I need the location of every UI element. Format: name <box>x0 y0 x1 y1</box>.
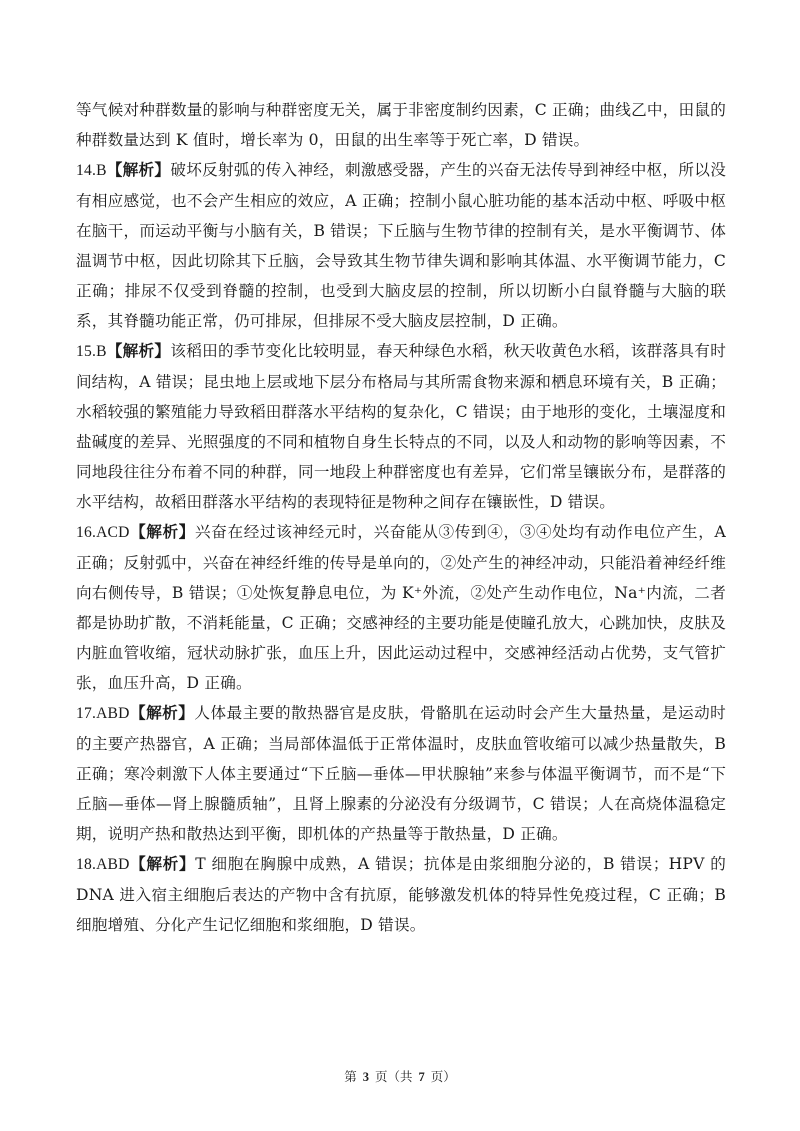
answer-q14 <box>76 155 726 336</box>
footer-prefix: 第 <box>344 1069 357 1084</box>
paragraph-text: 人体最主要的散热器官是皮肤，骨骼肌在运动时会产生大量热量，是运动时的主要产热器官，A 正确；当局部体温低于正常体温时，皮肤血管收缩可以减少热量散失，B 正确；寒冷刺激下人体主要通过“下丘脑—垂体—甲状腺轴”来参与体温平衡调节，而不是“下丘脑—垂体—肾上腺髓质轴”，且肾上腺素的分泌没有分级调节，C 错误；人在高烧体温稳定期，说明产热和散热达到平衡，即机体的产热量等于散热量，D 正确。 <box>76 704 726 843</box>
paragraph-text: 等气候对种群数量的影响与种群密度无关，属于非密度制约因素，C 正确；曲线乙中，田鼠的种群数量达到 K 值时，增长率为 0，田鼠的出生率等于死亡率，D 错误。 <box>76 101 726 149</box>
paragraph-text: 破坏反射弧的传入神经，刺激感受器，产生的兴奋无法传导到神经中枢，所以没有相应感觉，也不会产生相应的效应，A 正确；控制小鼠心脏功能的基本活动中枢、呼吸中枢在脑干，而运动平衡与小脑有关，B 错误；下丘脑与生物节律的控制有关，是水平衡调节、体温调节中枢，因此切除其下丘脑，会导致其生物节律失调和影响其体温、水平衡调节能力，C 正确；排尿不仅受到脊髓的控制，也受到大脑皮层的控制，所以切断小白鼠脊髓与大脑的联系，其脊髓功能正常，仍可排尿，但排尿不受大脑皮层控制，D 正确。 <box>76 161 726 330</box>
paragraph-text: 该稻田的季节变化比较明显，春天种绿色水稻，秋天收黄色水稻，该群落具有时间结构，A 错误；昆虫地上层或地下层分布格局与其所需食物来源和栖息环境有关，B 正确；水稻较强的繁殖能力导致稻田群落水平结构的复杂化，C 错误；由于地形的变化，土壤湿度和盐碱度的差异、光照强度的不同和植物自身生长特点的不同，以及人和动物的影响等因素，不同地段往往分布着不同的种群，同一地段上种群密度也有差异，它们常呈镶嵌分布，是群落的水平结构，故稻田群落水平结构的表现特征是物种之间存在镶嵌性，D 错误。 <box>76 342 726 511</box>
analysis-tag: 【解析】 <box>129 703 195 722</box>
question-number: 14.B <box>76 162 107 179</box>
analysis-tag: 【解析】 <box>106 341 171 360</box>
page-footer <box>0 1067 800 1085</box>
analysis-tag: 【解析】 <box>106 160 171 179</box>
answer-q17 <box>76 698 726 849</box>
paragraph-text: T 细胞在胸腺中成熟，A 错误；抗体是由浆细胞分泌的，B 错误；HPV 的 DNA 进入宿主细胞后表达的产物中含有抗原，能够激发机体的特异性免疫过程，C 正确；B 细胞增殖、分化产生记忆细胞和浆细胞，D 错误。 <box>76 855 727 934</box>
footer-suffix: 页） <box>430 1069 456 1084</box>
paragraph-text: 兴奋在经过该神经元时，兴奋能从③传到④，③④处均有动作电位产生，A 正确；反射弧中，兴奋在神经纤维的传导是单向的，②处产生的神经冲动，只能沿着神经纤维向右侧传导，B 错误；①处恢复静息电位，为 K⁺外流，②处产生动作电位，Na⁺内流，二者都是协助扩散，不消耗能量，C 正确；交感神经的主要功能是使瞳孔放大，心跳加快，皮肤及内脏血管收缩，冠状动脉扩张，血压上升，因此运动过程中，交感神经活动占优势，支气管扩张，血压升高，D 正确。 <box>76 523 726 692</box>
current-page-number: 3 <box>362 1070 369 1084</box>
analysis-tag: 【解析】 <box>129 522 196 541</box>
question-number: 16.ACD <box>76 524 130 541</box>
question-number: 17.ABD <box>76 705 130 722</box>
footer-middle: 页（共 <box>374 1069 413 1084</box>
answer-q18 <box>76 849 726 940</box>
answer-content <box>76 95 726 940</box>
question-number: 15.B <box>76 343 107 360</box>
question-number: 18.ABD <box>76 856 130 873</box>
paragraph-q13-continued <box>76 95 726 155</box>
answer-q16 <box>76 517 726 698</box>
total-page-number: 7 <box>418 1070 425 1084</box>
answer-q15 <box>76 336 726 517</box>
analysis-tag: 【解析】 <box>129 854 196 873</box>
